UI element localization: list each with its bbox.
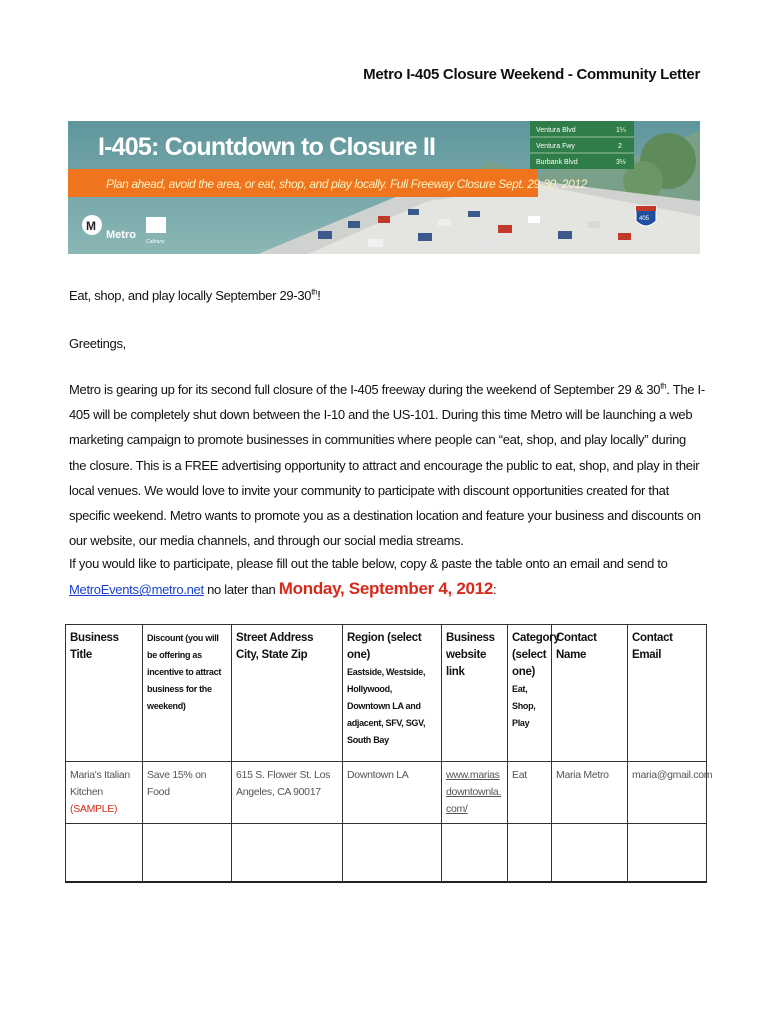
banner-headline: I-405: Countdown to Closure II — [98, 133, 436, 161]
header-website: Business website link — [442, 625, 508, 762]
header-category: Category (select one) Eat, Shop, Play — [508, 625, 552, 762]
cell-street-address[interactable]: 615 S. Flower St. Los Angeles, CA 90017 — [232, 762, 343, 824]
website-link[interactable]: www.mariasdowntownla.com/ — [446, 769, 502, 815]
svg-text:M: M — [86, 219, 96, 233]
body-paragraph — [69, 377, 705, 553]
empty-cell[interactable] — [66, 824, 143, 883]
empty-cell[interactable] — [552, 824, 628, 883]
header-street-address: Street Address City, State Zip — [232, 625, 343, 762]
instructions-mid: no later than — [203, 582, 279, 598]
header-business-title: Business Title — [66, 625, 143, 762]
header-discount: Discount (you will be offering as incentive to attract business for the weekend) — [143, 625, 232, 762]
empty-cell[interactable] — [628, 824, 707, 883]
cell-contact-name[interactable]: Maria Metro — [552, 762, 628, 824]
caltrans-label: Caltrans — [146, 239, 165, 245]
body-sup: th — [660, 381, 667, 391]
intro-line — [69, 283, 321, 308]
instructions-line1: If you would like to participate, please fill out the table below, copy & paste the table onto an email and send to — [69, 556, 668, 571]
body-part2: . The I-405 will be completely shut down between the I-10 and the US-101. During this time Metro will be launching a web marketing campaign to promote businesses in communities where people can “eat, shop, and play locally” during the closure. This is a FREE advertising opportunity to attract and encourage the public to eat, shop, and play in their local venues. We would love to invite your community to participate with discount opportunities created for that specific weekend. Metro wants to promote you as a destination location and feature your business and discounts on our website, our media channels, and through our social media streams. — [69, 382, 705, 549]
banner-artwork — [68, 121, 700, 254]
empty-cell[interactable] — [143, 824, 232, 883]
category-options: Eat, Shop, Play — [512, 684, 536, 728]
instructions-paragraph — [69, 551, 705, 602]
closure-banner — [68, 121, 700, 254]
cell-category[interactable]: Eat — [508, 762, 552, 824]
cell-discount[interactable]: Save 15% on Food — [143, 762, 232, 824]
document-title: Metro I-405 Closure Weekend - Community Letter — [363, 66, 700, 83]
empty-cell[interactable] — [442, 824, 508, 883]
intro-sup: th — [311, 287, 318, 297]
intro-text: Eat, shop, and play locally September 29-30 — [69, 288, 312, 303]
sign-distance: 1¼ — [616, 127, 626, 134]
email-link[interactable]: MetroEvents@metro.net — [69, 582, 204, 598]
sign-name: Burbank Blvd — [536, 159, 578, 166]
sign-name: Ventura Blvd — [536, 127, 576, 134]
region-options: Eastside, Westside, Hollywood, Downtown LA and adjacent, SFV, SGV, South Bay — [347, 667, 426, 745]
empty-cell[interactable] — [232, 824, 343, 883]
sign-distance: 2 — [618, 143, 622, 150]
empty-cell[interactable] — [343, 824, 442, 883]
body-part1: Metro is gearing up for its second full closure of the I-405 freeway during the weekend of September 29 & 30 — [69, 382, 661, 397]
sign-distance: 3½ — [616, 159, 626, 166]
metro-label: Metro — [106, 229, 136, 241]
cell-region[interactable]: Downtown LA — [343, 762, 442, 824]
header-contact-email: Contact Email — [628, 625, 707, 762]
table-header-row — [66, 625, 707, 762]
intro-end: ! — [317, 288, 321, 303]
shield-number: 405 — [639, 216, 650, 222]
deadline: Monday, September 4, 2012 — [278, 579, 494, 599]
sample-tag: (SAMPLE) — [70, 803, 118, 815]
header-region: Region (select one) Eastside, Westside, Hollywood, Downtown LA and adjacent, SFV, SGV, South Bay — [343, 625, 442, 762]
sign-name: Ventura Fwy — [536, 143, 575, 150]
table-row — [66, 824, 707, 883]
cell-website[interactable] — [442, 762, 508, 824]
greeting: Greetings, — [69, 336, 126, 351]
caltrans-logo-icon — [146, 217, 166, 233]
empty-cell[interactable] — [508, 824, 552, 883]
business-table — [65, 624, 713, 883]
table-row — [66, 762, 707, 824]
banner-tagline: Plan ahead, avoid the area, or eat, shop, and play locally. Full Freeway Closure Sept. 29-30, 2012 — [106, 177, 587, 191]
header-contact-name: Contact Name — [552, 625, 628, 762]
instructions-colon: : — [493, 582, 497, 598]
cell-business-title[interactable]: Maria's Italian Kitchen (SAMPLE) — [66, 762, 143, 824]
cell-contact-email[interactable]: maria@gmail.com — [628, 762, 707, 824]
